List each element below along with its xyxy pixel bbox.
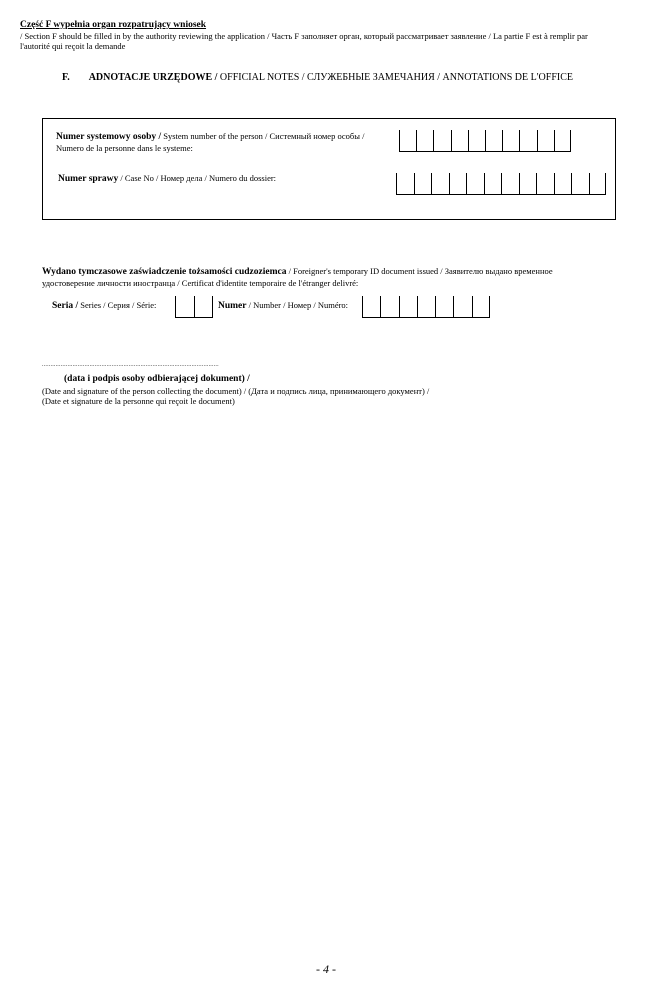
system-number-cell[interactable] (485, 130, 502, 151)
case-number-cell[interactable] (484, 173, 502, 194)
number-field[interactable] (362, 296, 490, 318)
section-f-title (62, 72, 573, 83)
series-label-rest: Series / Серия / Série: (78, 300, 157, 310)
system-number-cell[interactable] (451, 130, 468, 151)
system-number-label-line2: Numero de la personne dans le systeme: (56, 143, 193, 153)
number-label-rest: / Number / Номер / Numéro: (246, 300, 349, 310)
section-f-title-bold: ADNOTACJE URZĘDOWE / (88, 72, 218, 83)
system-number-cell[interactable] (399, 130, 416, 151)
signature-label-line3: (Date et signature de la personne qui reçoit le document) (42, 396, 235, 406)
case-number-cell[interactable] (414, 173, 432, 194)
system-number-cell[interactable] (519, 130, 536, 151)
section-letter: F. (62, 72, 70, 83)
case-number-cell[interactable] (466, 173, 484, 194)
series-field[interactable] (175, 296, 213, 318)
case-number-cell[interactable] (431, 173, 449, 194)
signature-line[interactable]: ........................................................................................................ (42, 362, 219, 368)
section-header-subtitle-2: l'autorité qui reçoit la demande (20, 41, 126, 51)
series-label (52, 300, 156, 311)
page-number: - 4 - (316, 962, 336, 976)
case-number-cell[interactable] (449, 173, 467, 194)
system-number-cell[interactable] (468, 130, 485, 151)
number-cell[interactable] (362, 296, 380, 317)
case-number-cell[interactable] (554, 173, 572, 194)
case-number-cell[interactable] (589, 173, 607, 194)
number-cell[interactable] (435, 296, 453, 317)
number-cell[interactable] (380, 296, 398, 317)
number-label-bold: Numer (218, 301, 247, 311)
section-f-title-rest: OFFICIAL NOTES / СЛУЖЕБНЫЕ ЗАМЕЧАНИЯ / ANNOTATIONS DE L'OFFICE (217, 72, 573, 83)
section-header (20, 20, 635, 51)
system-number-cell[interactable] (554, 130, 571, 151)
system-number-cell[interactable] (502, 130, 519, 151)
case-number-cell[interactable] (501, 173, 519, 194)
case-number-field[interactable] (396, 173, 606, 195)
system-number-label-rest: System number of the person / Системный номер особы / (161, 131, 365, 141)
system-number-label (56, 131, 386, 153)
case-number-cell[interactable] (396, 173, 414, 194)
system-number-label-bold: Numer systemowy osoby / (56, 132, 162, 142)
series-cell[interactable] (194, 296, 213, 317)
temp-id-label-bold: Wydano tymczasowe zaświadczenie tożsamości cudzoziemca (42, 267, 287, 277)
system-number-cell[interactable] (416, 130, 433, 151)
system-number-field[interactable] (399, 130, 571, 152)
case-number-label-bold: Numer sprawy (58, 174, 119, 184)
signature-label: (data i podpis osoby odbierającej dokument) / (64, 374, 250, 384)
number-label (218, 300, 348, 311)
case-number-cell[interactable] (571, 173, 589, 194)
temp-id-label-line2: удостоверение личности иностранца / Certificat d'identite temporaire de l'étranger delivré: (42, 278, 359, 288)
series-cell[interactable] (175, 296, 194, 317)
case-number-cell[interactable] (536, 173, 554, 194)
number-cell[interactable] (453, 296, 471, 317)
signature-label-line2: (Date and signature of the person collecting the document) / (Дата и подпись лица, принимающего документ) / (42, 386, 430, 396)
number-cell[interactable] (472, 296, 490, 317)
case-number-label (58, 173, 276, 184)
system-number-cell[interactable] (537, 130, 554, 151)
section-header-subtitle-1: / Section F should be filled in by the authority reviewing the application / Часть F заполняет орган, который рассматривает заявление / La partie F est à remplir par (20, 31, 588, 41)
case-number-cell[interactable] (519, 173, 537, 194)
temp-id-label (42, 266, 607, 288)
series-label-bold: Seria / (52, 301, 79, 311)
case-number-label-rest: / Case No / Номер дела / Numero du dossier: (118, 173, 277, 183)
section-header-title: Część F wypełnia organ rozpatrujący wniosek (20, 20, 207, 30)
number-cell[interactable] (399, 296, 417, 317)
system-number-cell[interactable] (433, 130, 450, 151)
temp-id-label-rest: / Foreigner's temporary ID document issued / Заявителю выдано временное (286, 266, 553, 276)
number-cell[interactable] (417, 296, 435, 317)
